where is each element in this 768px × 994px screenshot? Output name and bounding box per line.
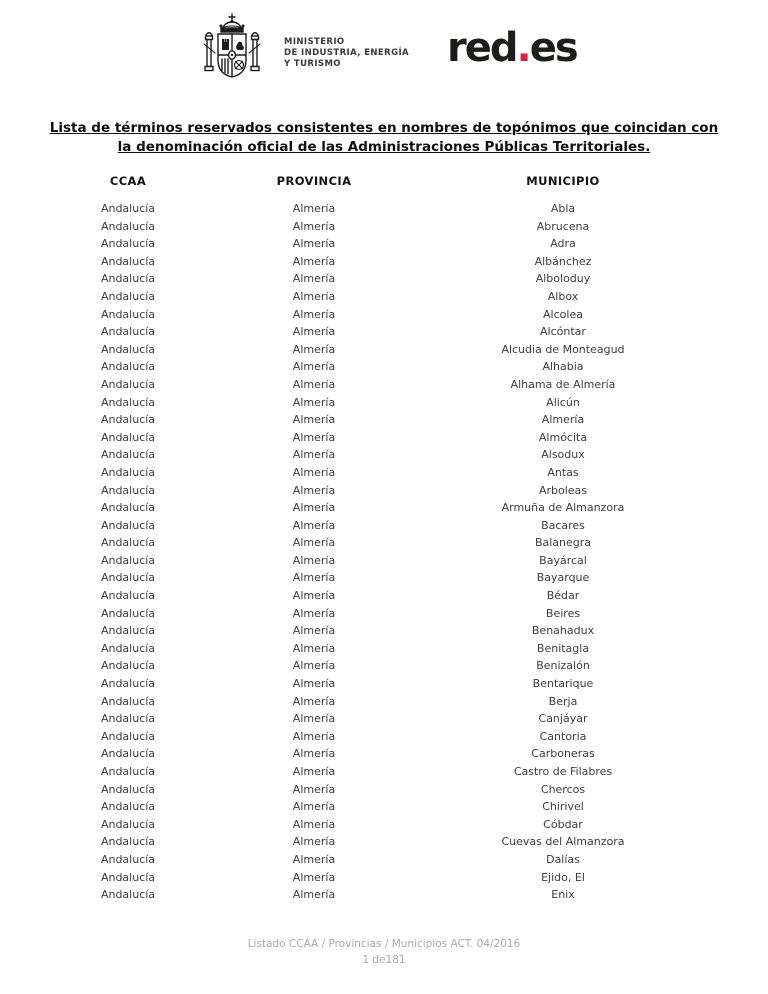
ministry-wordmark [284, 37, 409, 70]
provincia-cell: Almería [292, 360, 336, 374]
table-row [0, 482, 724, 500]
table-row [0, 569, 724, 587]
redes-logo-red: red [447, 25, 517, 71]
ccaa-cell: Andalucía [100, 413, 156, 427]
table-row [0, 587, 724, 605]
municipio-cell: Cuevas del Almanzora [501, 835, 625, 849]
municipio-cell: Cóbdar [543, 817, 583, 831]
municipio-cell: Alhabia [542, 360, 584, 374]
table-row [0, 429, 724, 447]
table-row [0, 605, 724, 623]
ccaa-cell: Andalucía [100, 307, 156, 321]
table-row [0, 253, 724, 271]
provincia-cell: Almería [292, 483, 336, 497]
ministry-line: MINISTERIO [284, 37, 345, 47]
ministry-line: DE INDUSTRIA, ENERGÍA [284, 48, 409, 58]
table-row [0, 675, 724, 693]
page-header [0, 0, 768, 92]
provincia-cell: Almería [292, 712, 336, 726]
table-row [0, 517, 724, 535]
provincia-cell: Almería [292, 765, 336, 778]
table-row [0, 394, 724, 412]
provincia-cell: Almería [292, 254, 336, 268]
table-row [0, 446, 724, 464]
spain-coat-of-arms-icon [201, 12, 263, 84]
table-row [0, 710, 724, 728]
provincia-cell: Almería [292, 852, 336, 866]
redes-logo-dot: . [516, 25, 530, 71]
ccaa-cell: Andalucía [100, 202, 156, 215]
municipio-cell: Alcolea [543, 307, 583, 321]
ccaa-cell: Andalucía [100, 694, 156, 708]
table-row [0, 728, 724, 746]
table-row [0, 288, 724, 306]
ccaa-cell: Andalucía [100, 782, 156, 796]
municipio-cell: Benizalón [536, 659, 590, 673]
provincia-cell: Almería [292, 448, 336, 462]
footer-listing-label: Listado CCAA / Provincias / Municipios ACT. 04/2016 [247, 938, 521, 950]
provincia-cell: Almería [292, 377, 336, 391]
provincia-cell: Almería [292, 553, 336, 567]
municipio-cell: Canjáyar [538, 712, 588, 726]
ccaa-cell: Andalucía [100, 571, 156, 585]
table-row [0, 886, 724, 904]
municipio-cell: Chirivel [542, 800, 584, 814]
municipio-cell: Alsodux [541, 448, 585, 462]
table-rows [0, 200, 724, 904]
ccaa-cell: Andalucía [100, 765, 156, 778]
ccaa-cell: Andalucía [100, 430, 156, 444]
provincia-cell: Almería [292, 817, 336, 831]
table-row [0, 816, 724, 834]
provincia-cell: Almería [292, 289, 336, 303]
ccaa-cell: Andalucía [100, 395, 156, 409]
ccaa-cell: Andalucía [100, 377, 156, 391]
ccaa-cell: Andalucía [100, 518, 156, 532]
ccaa-cell: Andalucía [100, 219, 156, 233]
table-row [0, 622, 724, 640]
municipio-cell: Alhama de Almería [510, 377, 616, 391]
provincia-cell: Almería [292, 307, 336, 321]
provincia-cell: Almería [292, 501, 336, 515]
ccaa-cell: Andalucía [100, 360, 156, 374]
title-line-1: Lista de términos reservados consistentes en nombres de topónimos que coincidan con [49, 120, 719, 136]
municipio-cell: Albox [547, 289, 579, 303]
municipio-cell: Adra [550, 237, 576, 251]
ccaa-cell: Andalucía [100, 342, 156, 356]
table-row [0, 499, 724, 517]
municipio-cell: Abrucena [536, 219, 590, 233]
municipio-cell: Bentarique [532, 677, 594, 691]
provincia-cell: Almería [292, 325, 336, 339]
ccaa-cell: Andalucía [100, 536, 156, 550]
provincia-cell: Almería [292, 624, 336, 638]
municipio-cell: Arboleas [538, 483, 588, 497]
ccaa-cell: Andalucía [100, 272, 156, 286]
provincia-cell: Almería [292, 677, 336, 691]
table-row [0, 358, 724, 376]
municipio-cell: Albánchez [534, 254, 592, 268]
ccaa-cell: Andalucía [100, 870, 156, 884]
ccaa-cell: Andalucía [100, 835, 156, 849]
table-header-row [0, 174, 724, 188]
table-row [0, 693, 724, 711]
ccaa-cell: Andalucía [100, 888, 156, 902]
table-row [0, 833, 724, 851]
ccaa-cell: Andalucía [100, 641, 156, 655]
municipio-cell: Alboloduy [535, 272, 591, 286]
redes-logo [447, 26, 577, 70]
table-row [0, 235, 724, 253]
provincia-cell: Almería [292, 342, 336, 356]
provincia-cell: Almería [292, 659, 336, 673]
ccaa-cell: Andalucía [100, 624, 156, 638]
ccaa-cell: Andalucía [100, 325, 156, 339]
municipio-cell: Chercos [540, 782, 586, 796]
table-row [0, 341, 724, 359]
municipio-cell: Alicún [546, 395, 580, 409]
provincia-cell: Almería [292, 606, 336, 620]
ccaa-cell: Andalucía [100, 729, 156, 743]
ccaa-cell: Andalucía [100, 483, 156, 497]
ccaa-cell: Andalucía [100, 677, 156, 691]
provincia-cell: Almería [292, 870, 336, 884]
table-row [0, 657, 724, 675]
provincia-cell: Almería [292, 272, 336, 286]
table-row [0, 798, 724, 816]
provincia-cell: Almería [292, 202, 336, 215]
page-footer [0, 936, 768, 968]
table-row [0, 763, 724, 781]
ccaa-cell: Andalucía [100, 501, 156, 515]
municipio-cell: Almócita [538, 430, 588, 444]
provincia-cell: Almería [292, 413, 336, 427]
ccaa-cell: Andalucía [100, 659, 156, 673]
ccaa-cell: Andalucía [100, 254, 156, 268]
provincia-cell: Almería [292, 430, 336, 444]
ccaa-cell: Andalucía [100, 589, 156, 603]
municipio-cell: Cantoria [539, 729, 587, 743]
ccaa-cell: Andalucía [100, 289, 156, 303]
provincia-cell: Almería [292, 536, 336, 550]
table-row [0, 270, 724, 288]
table-row [0, 464, 724, 482]
municipio-cell: Antas [547, 465, 579, 479]
provincia-cell: Almería [292, 800, 336, 814]
municipio-cell: Bayárcal [539, 553, 587, 567]
ccaa-cell: Andalucía [100, 606, 156, 620]
ccaa-cell: Andalucía [100, 712, 156, 726]
municipio-cell: Dalías [546, 852, 580, 866]
ccaa-cell: Andalucía [100, 553, 156, 567]
table-row [0, 376, 724, 394]
provincia-cell: Almería [292, 219, 336, 233]
ccaa-cell: Andalucía [100, 448, 156, 462]
ministry-line: Y TURISMO [284, 59, 341, 69]
table-row [0, 869, 724, 887]
ccaa-cell: Andalucía [100, 465, 156, 479]
municipio-cell: Armuña de Almanzora [501, 501, 625, 515]
table-row [0, 323, 724, 341]
provincia-cell: Almería [292, 729, 336, 743]
provincia-cell: Almería [292, 747, 336, 761]
provincia-cell: Almería [292, 395, 336, 409]
municipio-cell: Enix [551, 888, 575, 902]
ccaa-cell: Andalucía [100, 800, 156, 814]
ccaa-cell: Andalucía [100, 237, 156, 251]
municipio-cell: Alcudia de Monteagud [501, 342, 625, 356]
document-title [0, 119, 768, 156]
provincia-cell: Almería [292, 571, 336, 585]
ccaa-cell: Andalucía [100, 747, 156, 761]
column-header-ccaa: CCAA [109, 174, 147, 188]
municipio-cell: Bacares [541, 518, 585, 532]
municipio-cell: Alcóntar [540, 325, 586, 339]
table-row [0, 781, 724, 799]
provincia-cell: Almería [292, 641, 336, 655]
municipio-cell: Balanegra [534, 536, 592, 550]
municipio-cell: Castro de Filabres [513, 765, 613, 778]
table-row [0, 552, 724, 570]
provincia-cell: Almería [292, 782, 336, 796]
footer-page-number: 1 de181 [362, 954, 406, 966]
ccaa-cell: Andalucía [100, 852, 156, 866]
column-header-provincia: PROVINCIA [276, 174, 352, 188]
table-row [0, 534, 724, 552]
municipio-cell: Bayarque [536, 571, 590, 585]
table-row [0, 411, 724, 429]
table-row [0, 218, 724, 236]
municipio-cell: Abla [550, 202, 576, 215]
provincia-cell: Almería [292, 835, 336, 849]
municipio-cell: Bédar [546, 589, 580, 603]
column-header-municipio: MUNICIPIO [526, 174, 600, 188]
redes-logo-es: es [529, 25, 577, 71]
table-row [0, 640, 724, 658]
municipio-cell: Carboneras [531, 747, 595, 761]
municipio-cell: Benitagla [536, 641, 590, 655]
provincia-cell: Almería [292, 589, 336, 603]
table-row [0, 851, 724, 869]
municipio-cell: Berja [548, 694, 578, 708]
municipio-cell: Benahadux [531, 624, 595, 638]
provincia-cell: Almería [292, 237, 336, 251]
table-row [0, 306, 724, 324]
municipio-cell: Ejido, El [541, 870, 585, 884]
ccaa-cell: Andalucía [100, 817, 156, 831]
provincia-cell: Almería [292, 518, 336, 532]
provincia-cell: Almería [292, 465, 336, 479]
provincia-cell: Almería [292, 694, 336, 708]
table-row [0, 200, 724, 218]
title-line-2: la denominación oficial de las Administraciones Públicas Territoriales. [117, 138, 651, 155]
municipio-cell: Beires [545, 606, 581, 620]
municipio-cell: Almería [541, 413, 585, 427]
provincia-cell: Almería [292, 888, 336, 902]
table-row [0, 745, 724, 763]
